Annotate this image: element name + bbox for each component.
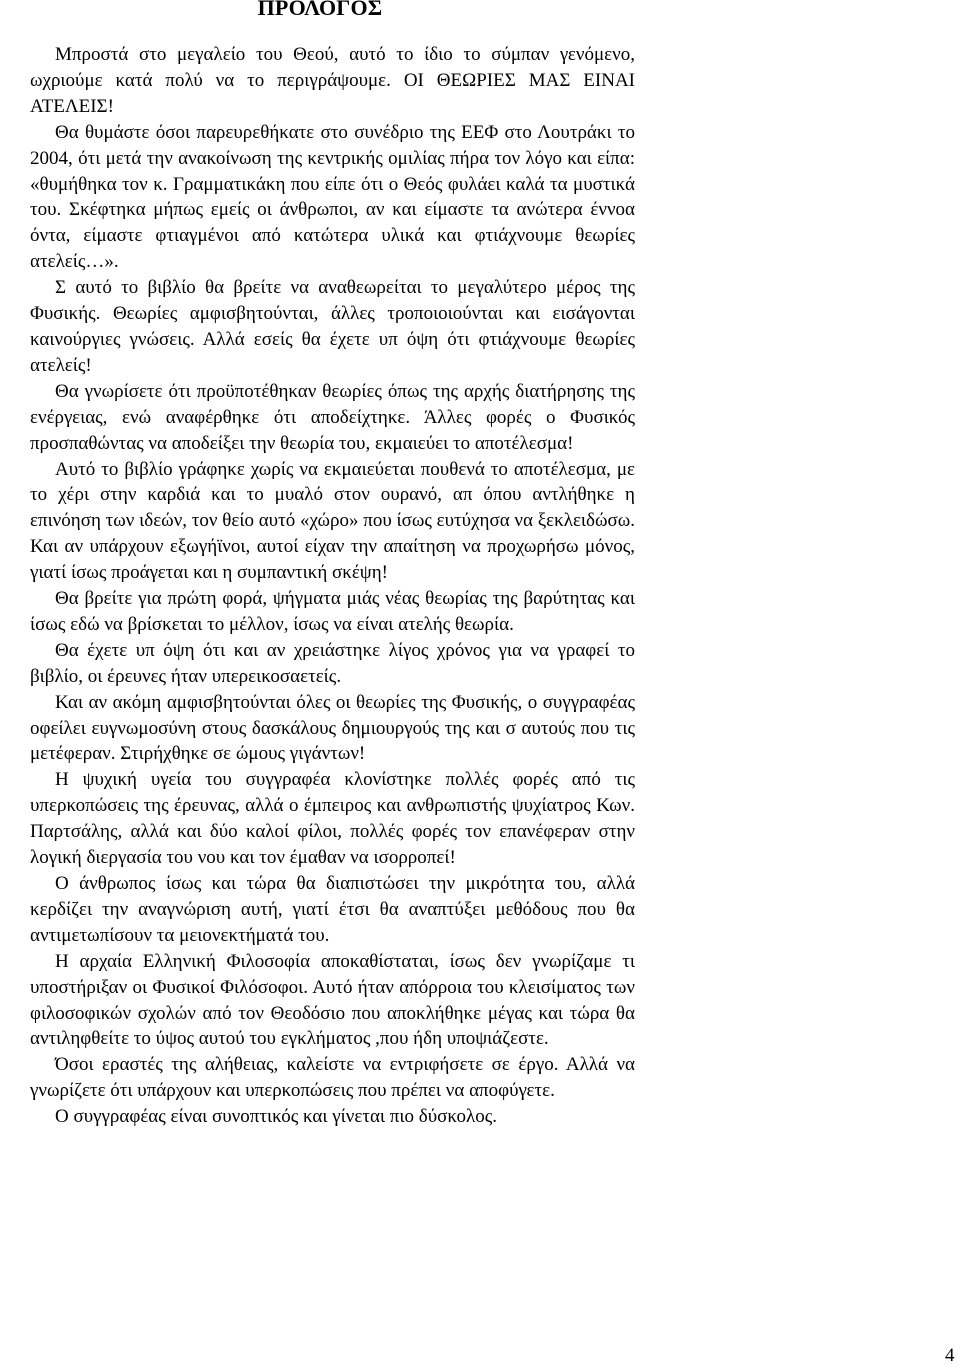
paragraph: Η αρχαία Ελληνική Φιλοσοφία αποκαθίσταται, ίσως δεν γνωρίζαμε τι υποστήριξαν οι Φυσικοί Φιλόσοφοι. Αυτό ήταν απόρροια του κλεισίματος των φιλοσοφικών σχολών από τον Θεοδόσιο που αποκλήθηκε μέγας και τώρα θα αντιληφθείτε το ύψος αυτού του εγκλήματος ,που ήδη υποψιάζεστε. [30,950,635,1050]
paragraph: Ο συγγραφέας είναι συνοπτικός και γίνεται πιο δύσκολος. [55,1106,497,1128]
paragraph: Θα γνωρίσετε ότι προϋποτέθηκαν θεωρίες όπως της αρχής διατήρησης της ενέργειας, ενώ αναφέρθηκε ότι αποδείχτηκε. Άλλες φορές ο Φυσικός προσπαθώντας να αποδείξει την θεωρία του, εκμαιεύει το αποτέλεσμα! [30,380,635,454]
paragraph: Αυτό το βιβλίο γράφηκε χωρίς να εκμαιεύεται πουθενά το αποτέλεσμα, με το χέρι στην καρδιά και το μυαλό στον ουρανό, απ όπου αντλήθηκε η επινόηση των ιδεών, τον θείο αυτό «χώρο» που ίσως ευτύχησα να ξεκλειδώσω. Και αν υπάρχουν εξωγήϊνοι, αυτοί είχαν την απαίτηση να προχωρήσω μόνος, γιατί ίσως προάγεται και η συμπαντική σκέψη! [30,458,635,584]
paragraph: Θα θυμάστε όσοι παρευρεθήκατε στο συνέδριο της ΕΕΦ στο Λουτράκι το 2004, ότι μετά την ανακοίνωση της κεντρικής ομιλίας πήρα τον λόγο και είπα: «θυμήθηκα τον κ. Γραμματικάκη που είπε ότι ο Θεός φυλάει καλά τα μυστικά του. Σκέφτηκα μήπως εμείς οι άνθρωποι, αν και είμαστε τα ανώτερα έννοα όντα, είμαστε φτιαγμένοι από κατώτερα υλικά και φτιάχνουμε θεωρίες ατελείς…». [30,121,635,273]
paragraph: Η ψυχική υγεία του συγγραφέα κλονίστηκε πολλές φορές από τις υπερκοπώσεις της έρευνας, αλλά ο έμπειρος και ανθρωπιστής ψυχίατρος Κων. Παρτσάλης, αλλά και δύο καλοί φίλοι, πολλές φορές τον επανέφεραν στην λογική διεργασία του νου και τον έμαθαν να ισορροπεί! [30,769,635,869]
paragraph: Θα βρείτε για πρώτη φορά, ψήγματα μιάς νέας θεωρίας της βαρύτητας και ίσως εδώ να βρίσκεται το μέλλον, ίσως να είναι ατελής θεωρία. [30,588,635,635]
paragraph: Όσοι εραστές της αλήθειας, καλείστε να εντριφήσετε σε έργο. Αλλά να γνωρίζετε ότι υπάρχουν και υπερκοπώσεις που πρέπει να αποφύγετε. [30,1054,635,1102]
paragraph: Σ αυτό το βιβλίο θα βρείτε να αναθεωρείται το μεγαλύτερο μέρος της Φυσικής. Θεωρίες αμφισβητούνται, άλλες τροποιοιούνται και εισάγονται καινούργιες γνώσεις. Αλλά εσείς θα έχετε υπ όψη ότι φτιάχνουμε θεωρίες ατελείς! [30,277,635,376]
paragraph: Ο άνθρωπος ίσως και τώρα θα διαπιστώσει την μικρότητα του, αλλά κερδίζει την αναγνώριση αυτή, γιατί έτσι θα αναπτύξει μεθόδους που θα αντιμετωπίσουν τα μειονεκτήματά του. [30,873,635,946]
paragraph: Μπροστά στο μεγαλείο του Θεού, αυτό το ίδιο το σύμπαν γενόμενο, ωχριούμε κατά πολύ να το περιγράψουμε. ΟΙ ΘΕΩΡΙΕΣ ΜΑΣ ΕΙΝΑΙ ΑΤΕΛΕΙΣ! [30,44,635,117]
paragraph: Και αν ακόμη αμφισβητούνται όλες οι θεωρίες της Φυσικής, ο συγγραφέας οφείλει ευγνωμοσύνη στους δασκάλους δημιουργούς της και σ αυτούς που τις μετέφεραν. Στιρήχθηκε σε ώμους γιγάντων! [30,691,635,765]
page-number: 4 [945,1345,955,1366]
page-title: ΠΡΟΛΟΓΟΣ [257,0,383,20]
paragraph: Θα έχετε υπ όψη ότι και αν χρειάστηκε λίγος χρόνος για να γραφεί το βιβλίο, οι έρευνες ήταν υπερεικοσαετείς. [30,639,635,687]
document-body [30,42,635,1130]
